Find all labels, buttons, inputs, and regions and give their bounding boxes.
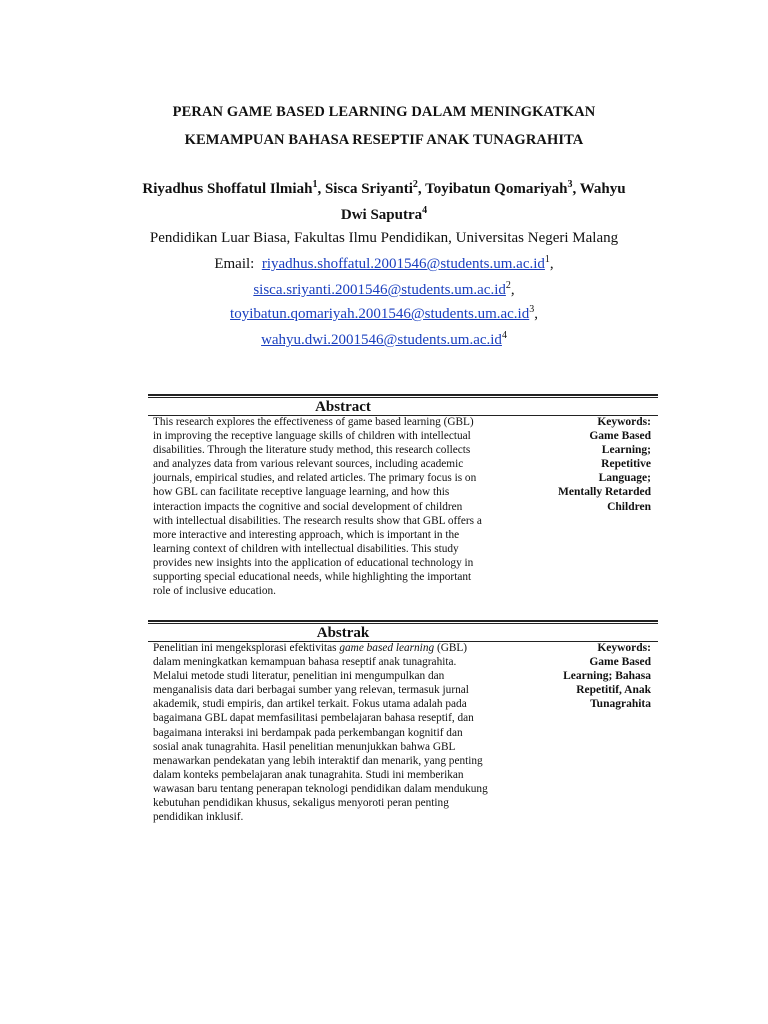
abstrak-top-rule [148, 620, 658, 622]
email-label: Email: [214, 256, 255, 272]
email-line-2: $sisca.sriyanti.2001546@students.um.ac.id^2$, [253, 280, 515, 298]
keywords-label: Keywords: [597, 416, 651, 428]
keyword-line: Learning; [601, 444, 651, 457]
keyword-line: Mentally Retarded [558, 486, 651, 499]
keyword-line: Repetitive [601, 458, 651, 471]
abstrak-top-rule-thin [148, 623, 658, 624]
keywords-label: Keywords: [597, 642, 651, 654]
abstract-line: role of inclusive education. [153, 585, 276, 598]
author-3: Toyibatun Qomariyah [425, 181, 568, 197]
abstract-line: interaction impacts the cognitive and social development of children [153, 500, 463, 513]
email-sup-1: 1 [544, 254, 550, 265]
abstrak-line: Melalui metode studi literatur, penelitian ini mengumpulkan dan [153, 670, 445, 683]
author-1-sup: 1 [312, 179, 318, 190]
abstract-heading: Abstract [315, 399, 371, 415]
abstrak-line: menganalisis data dari berbagai sumber yang relevan, termasuk jurnal [153, 684, 469, 697]
email-link-4[interactable]: wahyu.dwi.2001546@students.um.ac.id [261, 332, 502, 348]
abstrak-first-post: (GBL) [434, 642, 468, 654]
email-line-1: Email: $riyadhus.shoffatul.2001546@students.um.ac.id^1$, [214, 254, 554, 272]
abstrak-line: akademik, studi empiris, dan artikel terkait. Fokus utama adalah pada [153, 698, 467, 711]
abstrak-first-pre: Penelitian ini mengeksplorasi efektivitas [153, 642, 340, 654]
keyword-line: Game Based [589, 430, 651, 443]
keyword-line: Tunagrahita [590, 698, 651, 711]
abstract-line: how GBL can facilitate receptive language learning, and how this [153, 486, 450, 499]
abstrak-line [153, 641, 531, 655]
email-sup-3: 3 [529, 304, 535, 315]
keyword-line: Children [607, 500, 651, 513]
abstract-line: supporting special educational needs, while highlighting the important [153, 571, 472, 584]
abstract-line: disabilities. Through the literature study method, this research collects [153, 444, 471, 457]
email-link-2[interactable]: sisca.sriyanti.2001546@students.um.ac.id [253, 282, 506, 298]
author-3-sup: 3 [567, 179, 573, 190]
author-4-first: Wahyu [579, 181, 626, 197]
abstrak-first-em: game based learning [339, 642, 435, 654]
abstrak-line: sosial anak tunagrahita. Hasil penelitian menunjukkan bahwa GBL [153, 740, 456, 753]
abstrak-line: bagaimana interaksi ini berdampak pada perkembangan kognitif dan [153, 726, 463, 739]
affiliation: Pendidikan Luar Biasa, Fakultas Ilmu Pendidikan, Universitas Negeri Malang [149, 230, 619, 246]
abstract-body [153, 415, 531, 598]
email-link-1[interactable]: riyadhus.shoffatul.2001546@students.um.ac.id [261, 256, 545, 272]
abstrak-body [153, 641, 531, 824]
email-line-4 [60, 332, 708, 349]
abstract-line: learning context of children with intellectual disabilities. This study [153, 542, 459, 555]
paper-title-line-1: PERAN GAME BASED LEARNING DALAM MENINGKATKAN [172, 104, 596, 120]
abstract-line: more interactive and interesting approach, which is important in the [153, 528, 460, 541]
abstrak-line: dalam meningkatkan kemampuan bahasa reseptif anak tunagrahita. [153, 656, 457, 669]
abstract-top-rule-thin [148, 397, 658, 398]
abstrak-heading: Abstrak [316, 625, 370, 641]
author-4-last: Dwi Saputra [340, 207, 423, 223]
abstrak-line: kebutuhan pendidikan khusus, sekaligus menyoroti peran penting [153, 797, 449, 810]
keyword-line: Game Based [589, 656, 651, 669]
abstrak-keywords [535, 641, 651, 711]
abstrak-line: bagaimana GBL dapat memfasilitasi pembelajaran bahasa reseptif, dan [153, 712, 474, 725]
author-2-sup: 2 [412, 179, 418, 190]
abstrak-line: wawasan baru tentang penerapan teknologi pendidikan dalam mendukung [153, 782, 488, 795]
abstract-keywords [535, 415, 651, 514]
abstract-line: with intellectual disabilities. The research results show that GBL offers a [153, 514, 482, 527]
abstract-line: journals, empirical studies, and related articles. The primary focus is on [153, 472, 477, 485]
author-list: Riyadhus Shoffatul Ilmiah$^1$, Sisca Sriyanti$^2$, Toyibatun Qomariyah$^3$, Wahyu Dwi Saputra$^4$ [142, 179, 626, 223]
paper-title-line-2: KEMAMPUAN BAHASA RESEPTIF ANAK TUNAGRAHITA [184, 132, 584, 148]
abstract-line: provides new insights into the application of educational technology in [153, 556, 474, 569]
author-4-sup: 4 [422, 205, 428, 216]
email-link-3[interactable]: toyibatun.qomariyah.2001546@students.um.ac.id [230, 306, 530, 322]
email-line-3: $toyibatun.qomariyah.2001546@students.um.ac.id^3$, [230, 304, 538, 322]
abstrak-line: menawarkan pendekatan yang lebih interaktif dan menarik, yang penting [153, 754, 483, 767]
abstract-line: in improving the receptive language skills of children with intellectual [153, 430, 471, 443]
abstrak-line: dalam konteks pembelajaran anak tunagrahita. Studi ini memberikan [153, 768, 464, 781]
keyword-line: Repetitif, Anak [576, 684, 651, 697]
abstrak-line: pendidikan inklusif. [153, 811, 244, 824]
keyword-line: Learning; Bahasa [563, 670, 651, 683]
keyword-line: Language; [598, 472, 651, 485]
abstract-top-rule [148, 394, 658, 396]
email-sup-2: 2 [505, 280, 511, 291]
abstract-line: This research explores the effectiveness of game based learning (GBL) [153, 416, 474, 428]
email-sup-4: 4 [501, 330, 507, 341]
author-1: Riyadhus Shoffatul Ilmiah [142, 181, 313, 197]
author-2: Sisca Sriyanti [324, 181, 413, 197]
abstract-line: and analyzes data from various relevant sources, including academic [153, 458, 464, 471]
